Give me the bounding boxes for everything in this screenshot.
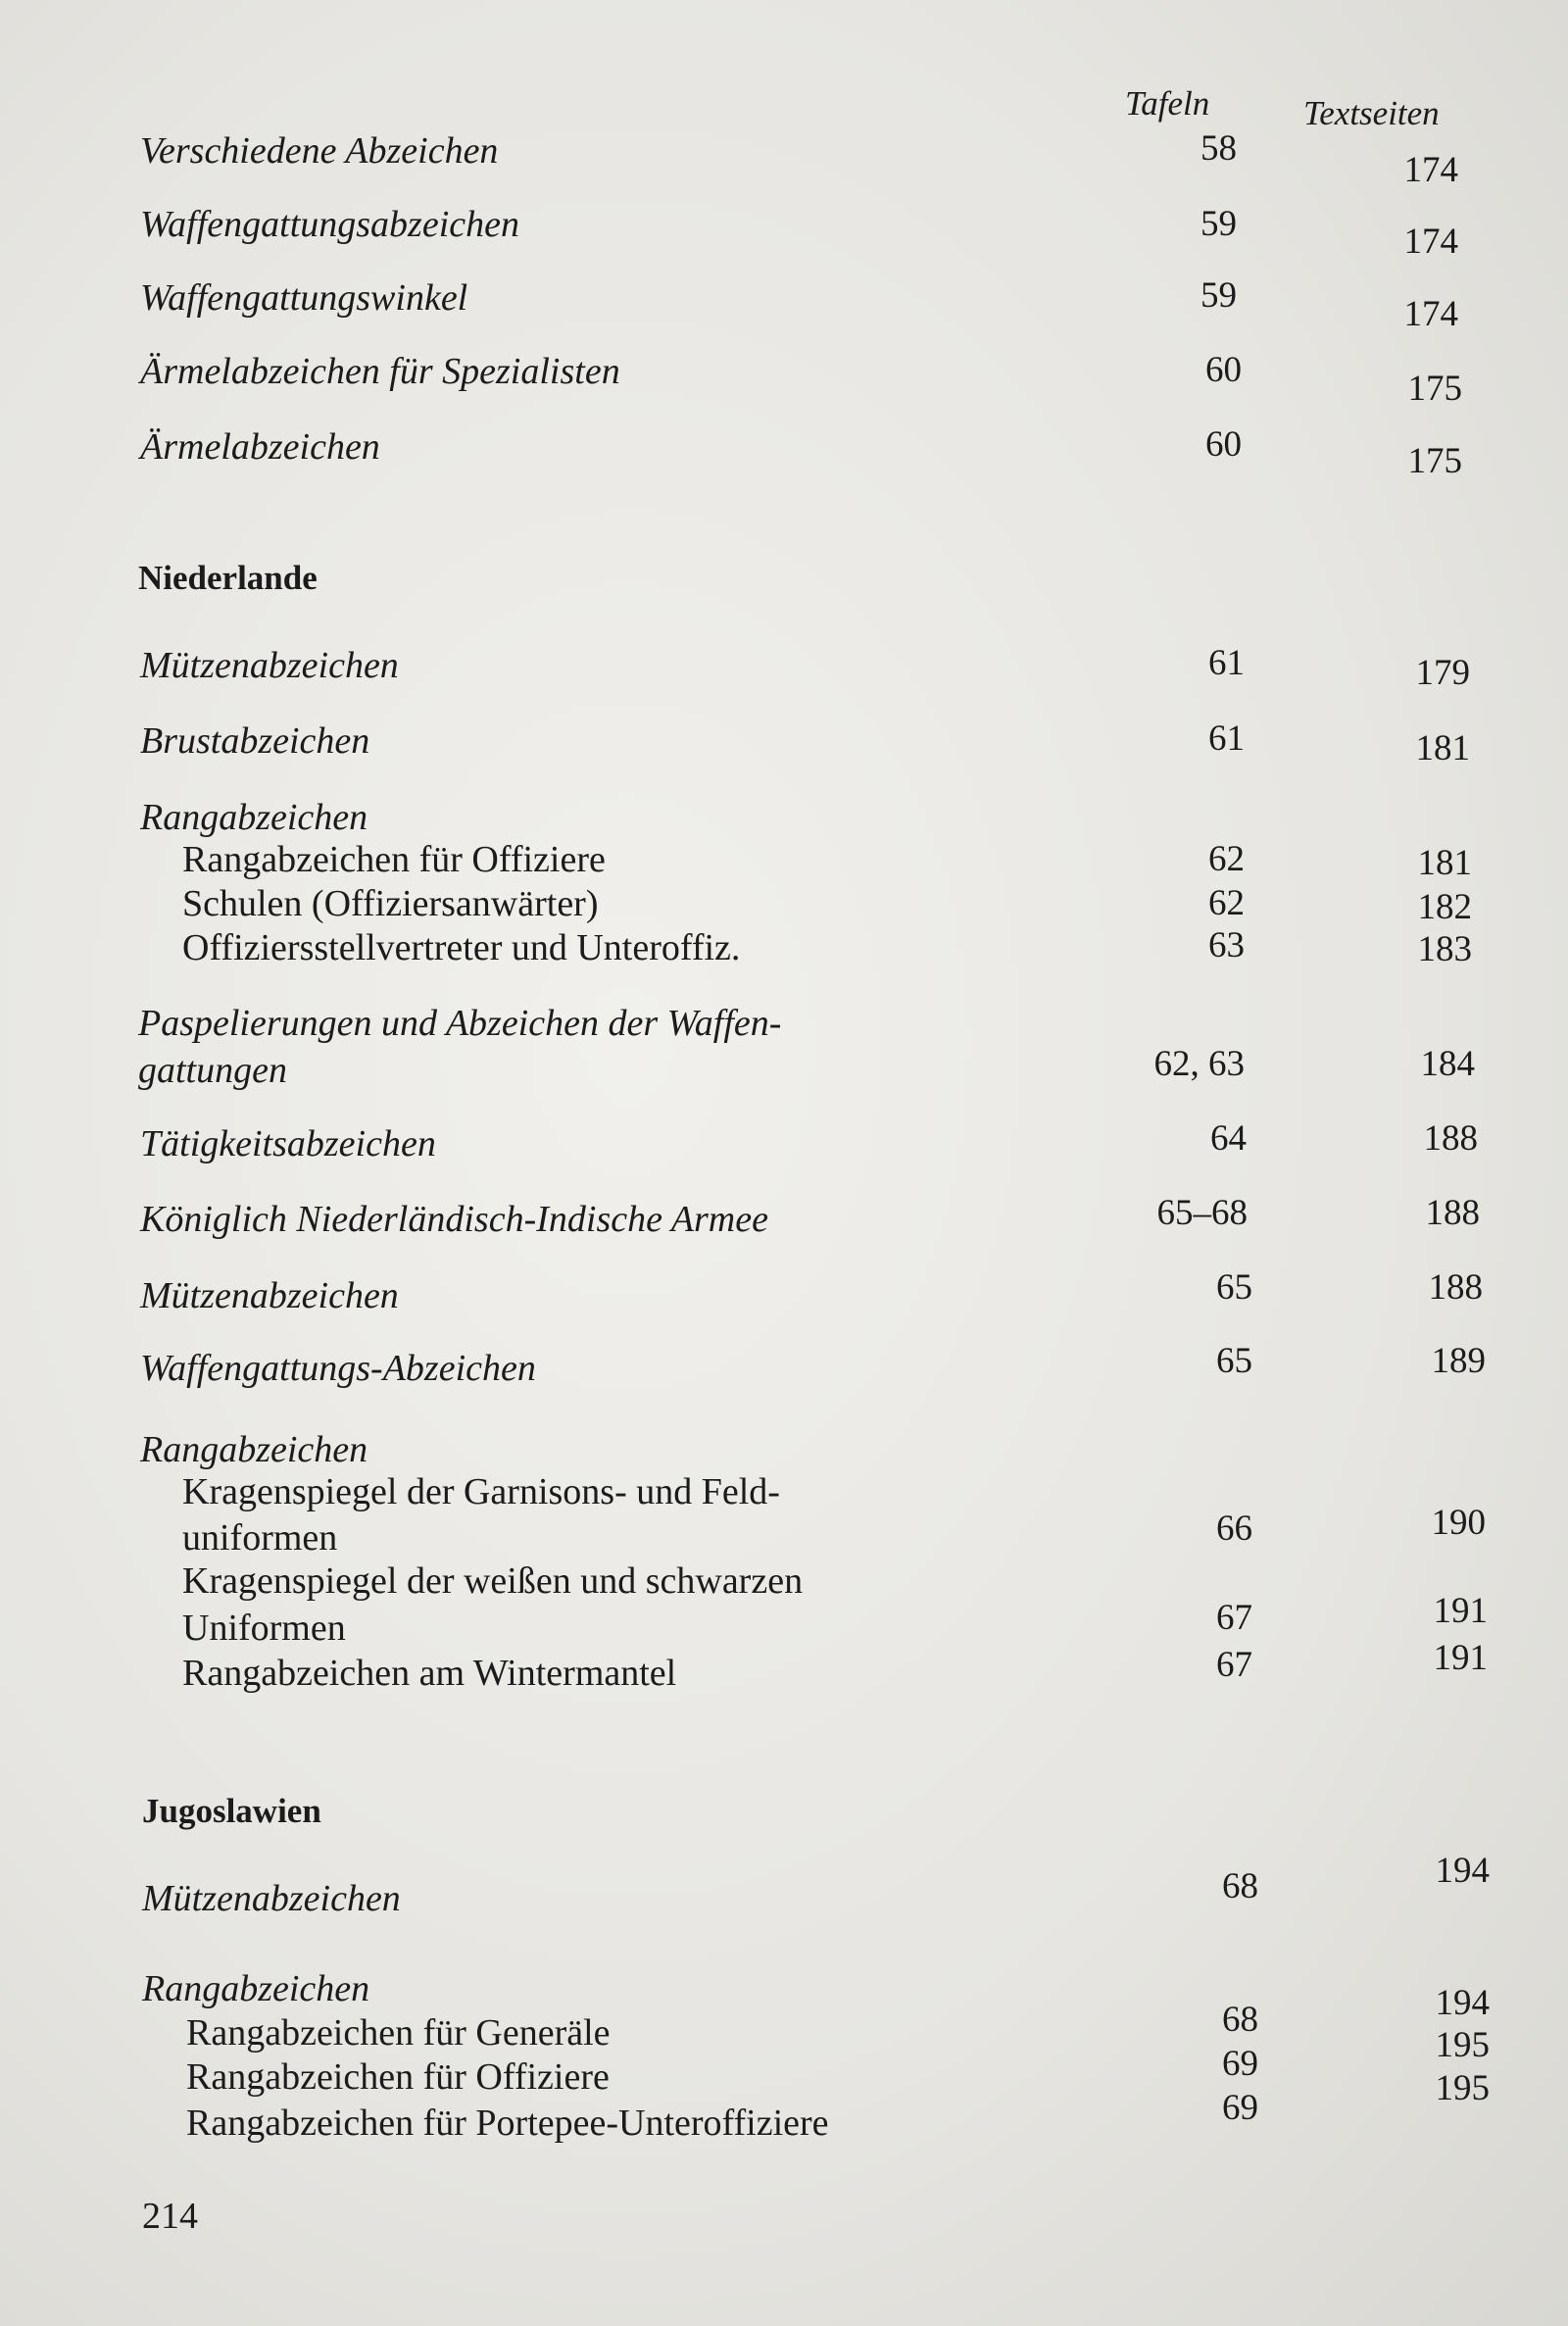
entry-label: Ärmelabzeichen für Spezialisten xyxy=(140,351,620,392)
entry-label-continuation: gattungen xyxy=(138,1050,287,1091)
entry-tafeln: 63 xyxy=(1208,925,1245,965)
entry-label: Mützenabzeichen xyxy=(140,645,399,686)
entry-label: Brustabzeichen xyxy=(140,720,370,762)
section-heading-niederlande: Niederlande xyxy=(138,559,318,597)
subentry-label: Schulen (Offiziersanwärter) xyxy=(182,883,599,924)
entry-seiten: 188 xyxy=(1425,1193,1480,1233)
entry-seiten: 179 xyxy=(1415,653,1470,693)
entry-label: Rangabzeichen xyxy=(140,797,368,838)
subentry-label: Rangabzeichen für Portepee-Unteroffiziere xyxy=(186,2103,829,2144)
entry-label: Verschiedene Abzeichen xyxy=(140,130,499,172)
entry-tafeln: 62 xyxy=(1208,839,1245,879)
entry-tafeln: 68 xyxy=(1222,2000,1258,2040)
subentry-label-continuation: uniformen xyxy=(182,1517,338,1559)
entry-tafeln: 60 xyxy=(1205,424,1242,465)
entry-seiten: 194 xyxy=(1435,1983,1490,2023)
section-heading-jugoslawien: Jugoslawien xyxy=(142,1792,321,1830)
entry-seiten: 189 xyxy=(1431,1341,1486,1381)
entry-tafeln: 65–68 xyxy=(1156,1193,1248,1233)
entry-seiten: 174 xyxy=(1403,150,1458,190)
entry-seiten: 188 xyxy=(1423,1118,1478,1159)
entry-tafeln: 62 xyxy=(1208,883,1245,923)
entry-tafeln: 65 xyxy=(1216,1267,1252,1308)
column-header-tafeln: Tafeln xyxy=(1125,84,1210,123)
entry-label: Mützenabzeichen xyxy=(142,1878,401,1919)
entry-tafeln: 60 xyxy=(1205,350,1242,390)
entry-label: Tätigkeitsabzeichen xyxy=(140,1123,436,1164)
subentry-label: Rangabzeichen für Offiziere xyxy=(186,2056,610,2098)
entry-tafeln: 65 xyxy=(1216,1341,1252,1381)
entry-tafeln: 66 xyxy=(1216,1509,1252,1549)
entry-seiten: 194 xyxy=(1435,1851,1490,1891)
entry-tafeln: 67 xyxy=(1216,1598,1252,1638)
entry-seiten: 188 xyxy=(1428,1267,1483,1308)
subentry-label: Rangabzeichen am Wintermantel xyxy=(182,1653,677,1694)
entry-tafeln: 64 xyxy=(1210,1118,1247,1159)
entry-tafeln: 69 xyxy=(1222,2088,1258,2128)
entry-tafeln: 68 xyxy=(1222,1866,1258,1906)
entry-label: Waffengattungs-Abzeichen xyxy=(140,1348,536,1389)
entry-tafeln: 61 xyxy=(1208,643,1245,683)
entry-label: Königlich Niederländisch-Indische Armee xyxy=(140,1199,768,1240)
entry-seiten: 195 xyxy=(1435,2025,1490,2065)
entry-seiten: 191 xyxy=(1433,1638,1488,1678)
entry-label: Paspelierungen und Abzeichen der Waffen- xyxy=(138,1003,782,1044)
entry-seiten: 182 xyxy=(1417,887,1472,927)
entry-seiten: 174 xyxy=(1403,222,1458,262)
entry-label: Waffengattungsabzeichen xyxy=(140,204,519,245)
subentry-label: Rangabzeichen für Offiziere xyxy=(182,839,606,880)
entry-label: Rangabzeichen xyxy=(140,1429,368,1470)
column-header-textseiten: Textseiten xyxy=(1303,94,1440,132)
entry-seiten: 174 xyxy=(1403,294,1458,334)
entry-tafeln: 67 xyxy=(1216,1645,1252,1685)
entry-tafeln: 61 xyxy=(1208,718,1245,759)
subentry-label: Rangabzeichen für Generäle xyxy=(186,2012,611,2054)
entry-seiten: 195 xyxy=(1435,2068,1490,2108)
entry-label: Rangabzeichen xyxy=(142,1968,370,2009)
entry-seiten: 190 xyxy=(1431,1503,1486,1543)
entry-tafeln: 69 xyxy=(1222,2044,1258,2084)
entry-label: Mützenabzeichen xyxy=(140,1275,399,1316)
entry-label: Waffengattungswinkel xyxy=(140,277,468,319)
entry-seiten: 181 xyxy=(1417,843,1472,883)
page-number: 214 xyxy=(142,2196,198,2237)
entry-tafeln: 62, 63 xyxy=(1153,1044,1245,1084)
entry-seiten: 181 xyxy=(1415,728,1470,768)
subentry-label: Offiziersstellvertreter und Unteroffiz. xyxy=(182,927,741,968)
entry-tafeln: 59 xyxy=(1200,204,1237,244)
entry-tafeln: 59 xyxy=(1200,275,1237,316)
subentry-label-continuation: Uniformen xyxy=(182,1608,346,1649)
entry-seiten: 191 xyxy=(1433,1591,1488,1631)
entry-label: Ärmelabzeichen xyxy=(140,426,380,468)
subentry-label: Kragenspiegel der Garnisons- und Feld- xyxy=(182,1471,780,1512)
entry-tafeln: 58 xyxy=(1200,128,1237,169)
entry-seiten: 175 xyxy=(1407,441,1462,481)
entry-seiten: 184 xyxy=(1420,1044,1475,1084)
entry-seiten: 183 xyxy=(1417,929,1472,969)
entry-seiten: 175 xyxy=(1407,369,1462,409)
subentry-label: Kragenspiegel der weißen und schwarzen xyxy=(182,1560,804,1602)
